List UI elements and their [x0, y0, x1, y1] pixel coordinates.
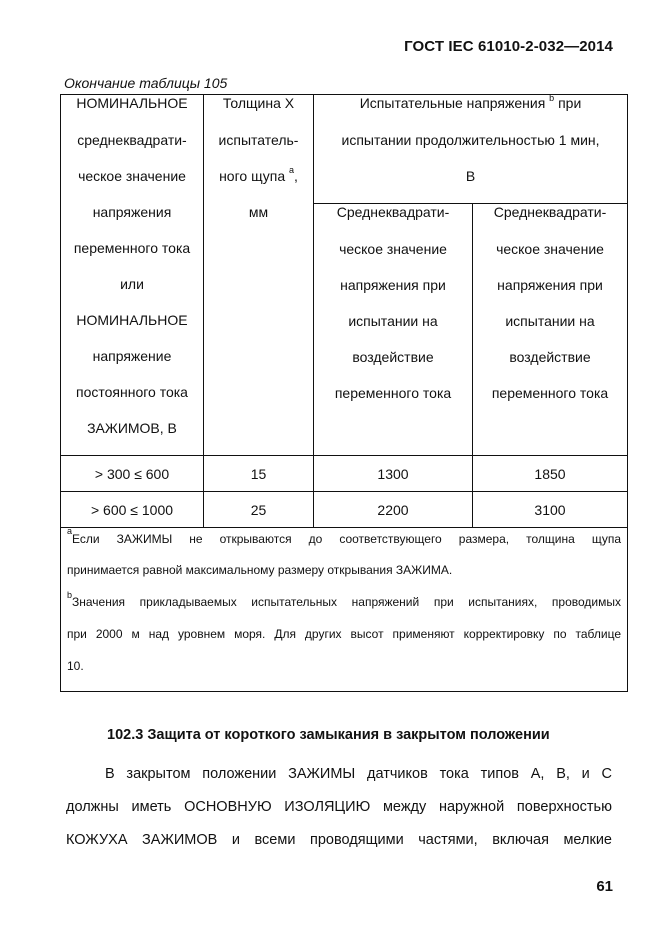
- footnote-mark: b: [549, 93, 555, 103]
- header-text: НОМИНАЛЬНОЕ: [76, 95, 188, 111]
- header-text: воздействие: [509, 349, 591, 366]
- header-text: мм: [248, 204, 269, 220]
- header-text: ЗАЖИМОВ, В: [87, 420, 177, 436]
- header-thickness-col: [204, 95, 314, 456]
- header-text: В: [465, 168, 476, 184]
- footnote-mark: a: [67, 526, 73, 536]
- header-text: переменного тока: [334, 385, 452, 402]
- cell-voltage-2: 3100: [473, 492, 628, 528]
- section-title: 102.3 Защита от короткого замыкания в закрытом положении: [107, 727, 550, 743]
- header-text: испытатель-: [218, 132, 299, 148]
- header-text: ного щупа $^a$,: [219, 165, 298, 184]
- cell-voltage-1: 2200: [314, 492, 473, 528]
- header-text: ческое значение: [78, 168, 186, 184]
- header-text: НОМИНАЛЬНОЕ: [76, 312, 188, 328]
- header-text: среднеквадрати-: [77, 132, 187, 148]
- document-header: ГОСТ IEC 61010-2-032—2014: [404, 38, 613, 55]
- paragraph-line: КОЖУХА ЗАЖИМОВ и всеми проводящими частями, включая мелкие: [66, 832, 612, 848]
- section-paragraph: [66, 764, 612, 863]
- table-row: [61, 456, 628, 492]
- header-text: ческое значение: [339, 241, 447, 258]
- paragraph-line: В закрытом положении ЗАЖИМЫ датчиков тока типов A, B, и C: [105, 766, 612, 782]
- voltage-table: [60, 94, 628, 692]
- paragraph-line: должны иметь ОСНОВНУЮ ИЗОЛЯЦИЮ между наружной поверхностью: [66, 799, 612, 815]
- header-text: испытании продолжительностью 1 мин,: [341, 132, 600, 148]
- footnote-a-line: принимается равной максимальному размеру открывания ЗАЖИМА.: [67, 563, 453, 577]
- header-text: ческое значение: [496, 241, 604, 258]
- header-ac-test-voltage-1: [314, 204, 473, 456]
- table-row: [61, 492, 628, 528]
- header-text: воздействие: [352, 349, 434, 366]
- header-test-voltage-group: [314, 95, 628, 204]
- header-text: Толщина X: [222, 95, 295, 111]
- footnote-a-line: $^a$Если ЗАЖИМЫ не открываются до соответствующего размера, толщина щупа: [67, 526, 622, 546]
- cell-voltage-1: 1300: [314, 456, 473, 492]
- footnote-b-line: при 2000 м над уровнем моря. Для других высот применяют корректировку по таблице: [67, 627, 622, 641]
- footnote-mark: a: [289, 165, 295, 175]
- header-voltage-col: [61, 95, 204, 456]
- header-text: испытании на: [348, 313, 438, 330]
- header-text: напряжение: [92, 348, 172, 364]
- header-text: Среднеквадрати-: [336, 204, 450, 221]
- header-text: испытании на: [505, 313, 595, 330]
- header-text: напряжения при: [340, 277, 446, 294]
- header-text: Среднеквадрати-: [493, 204, 607, 221]
- header-text: напряжения: [92, 204, 172, 220]
- cell-voltage-2: 1850: [473, 456, 628, 492]
- header-text: переменного тока: [73, 240, 191, 256]
- cell-range: > 300 ≤ 600: [61, 456, 204, 492]
- cell-thickness: 15: [204, 456, 314, 492]
- footnote-b-line: 10.: [67, 659, 84, 673]
- header-text: напряжения при: [497, 277, 603, 294]
- header-text: переменного тока: [491, 385, 609, 402]
- footnote-b-line: $^b$Значения прикладываемых испытательных напряжений при испытаниях, проводимых: [67, 590, 622, 609]
- header-text: Испытательные напряжения $^b$ при: [359, 93, 582, 111]
- table-footnotes: [61, 528, 628, 692]
- page-number: 61: [596, 878, 613, 895]
- footnote-mark: b: [67, 590, 73, 600]
- header-ac-test-voltage-2: [473, 204, 628, 456]
- table-caption: Окончание таблицы 105: [64, 75, 228, 91]
- header-text: или: [120, 276, 144, 292]
- cell-range: > 600 ≤ 1000: [61, 492, 204, 528]
- cell-thickness: 25: [204, 492, 314, 528]
- header-text: постоянного тока: [76, 384, 188, 400]
